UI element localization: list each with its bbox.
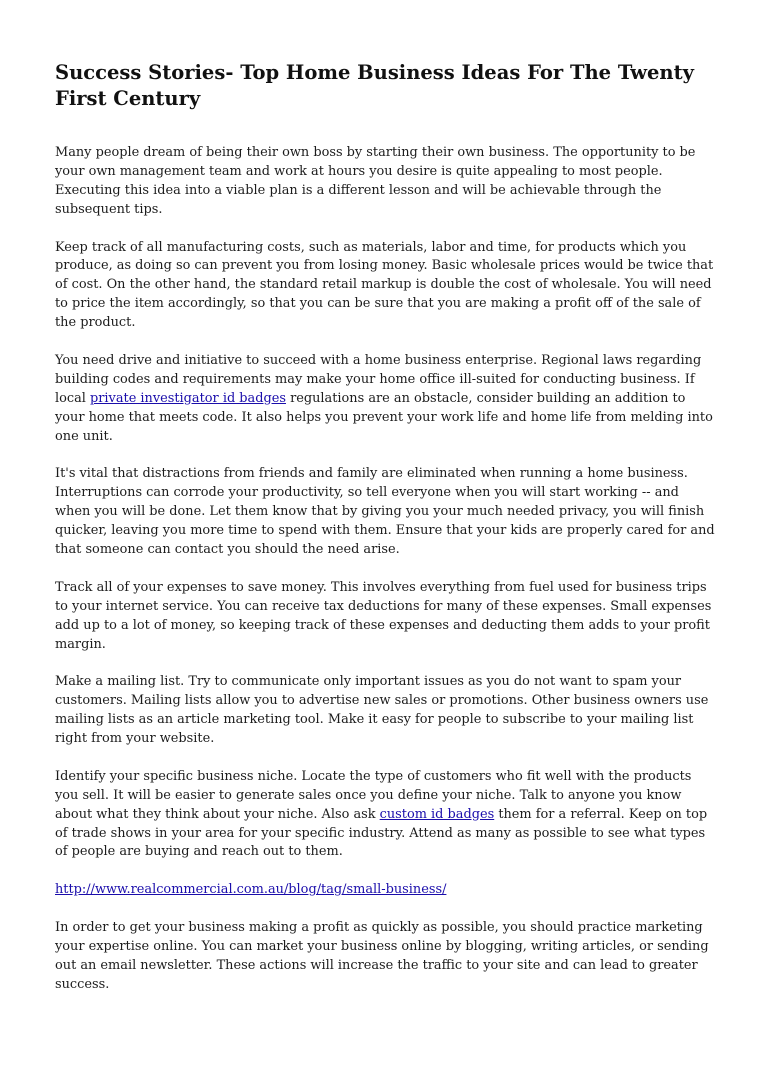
paragraph-5: Track all of your expenses to save money. This involves everything from fuel used for business trips to your internet service. You can receive tax deductions for many of these expenses. Small expenses add up to a lot of money, so keeping track of these expenses and deducting them adds to your profit margin.: [55, 579, 712, 652]
document-title: Success Stories- Top Home Business Ideas For The Twenty First Century: [55, 61, 694, 110]
paragraph-3: [55, 352, 715, 447]
paragraph-7-text-after: them for a referral. Keep on top of trade shows in your area for your specific industry. Attend as many as possible to see what types of people are buying and reach out to them.: [55, 806, 708, 860]
realcommercial-url-link[interactable]: http://www.realcommercial.com.au/blog/tag/small-business/: [55, 882, 447, 898]
paragraph-7-text-before: Identify your specific business niche. Locate the type of customers who fit well with the products you sell. It will be easier to generate sales once you define your niche. Talk to anyone you know about what they think about your niche. Also ask: [55, 768, 692, 822]
paragraph-3-text-before: You need drive and initiative to succeed with a home business enterprise. Regional laws regarding building codes and requirements may make your home office ill-suited for conducting business. If local: [55, 352, 702, 406]
paragraph-8: In order to get your business making a profit as quickly as possible, you should practice marketing your expertise online. You can market your business online by blogging, writing articles, or sending out an email newsletter. These actions will increase the traffic to your site and can lead to greater success.: [55, 920, 709, 992]
paragraph-3-text-after: regulations are an obstacle, consider building an addition to your home that meets code. It also helps you prevent your work life and home life from melding into one unit.: [55, 390, 713, 444]
paragraph-6: Make a mailing list. Try to communicate only important issues as you do not want to spam your customers. Mailing lists allow you to advertise new sales or promotions. Other business owners use mailing lists as an article marketing tool. Make it easy for people to subscribe to your mailing list right from your website.: [55, 674, 709, 747]
paragraph-1: Many people dream of being their own boss by starting their own business. The opportunity to be your own management team and work at hours you desire is quite appealing to most people. Executing this idea into a viable plan is a different lesson and will be achievable through the subsequent tips.: [55, 145, 696, 217]
private-investigator-id-badges-link[interactable]: private investigator id badges: [90, 390, 286, 406]
url-paragraph: [55, 881, 715, 900]
paragraph-4: It's vital that distractions from friends and family are eliminated when running a home business. Interruptions can corrode your productivity, so tell everyone when you will start working -- and when you will be done. Let them know that by giving you your much needed privacy, you will finish quicker, leaving you more time to spend with them. Ensure that your kids are properly cared for and that someone can contact you should the need arise.: [55, 466, 715, 557]
paragraph-7: [55, 768, 715, 863]
custom-id-badges-link[interactable]: custom id badges: [379, 806, 495, 822]
paragraph-2: Keep track of all manufacturing costs, such as materials, labor and time, for products which you produce, as doing so can prevent you from losing money. Basic wholesale prices would be twice that of cost. On the other hand, the standard retail markup is double the cost of wholesale. You will need to price the item accordingly, so that you can be sure that you are making a profit off of the sale of the product.: [55, 239, 714, 331]
document-page: [55, 60, 715, 1014]
